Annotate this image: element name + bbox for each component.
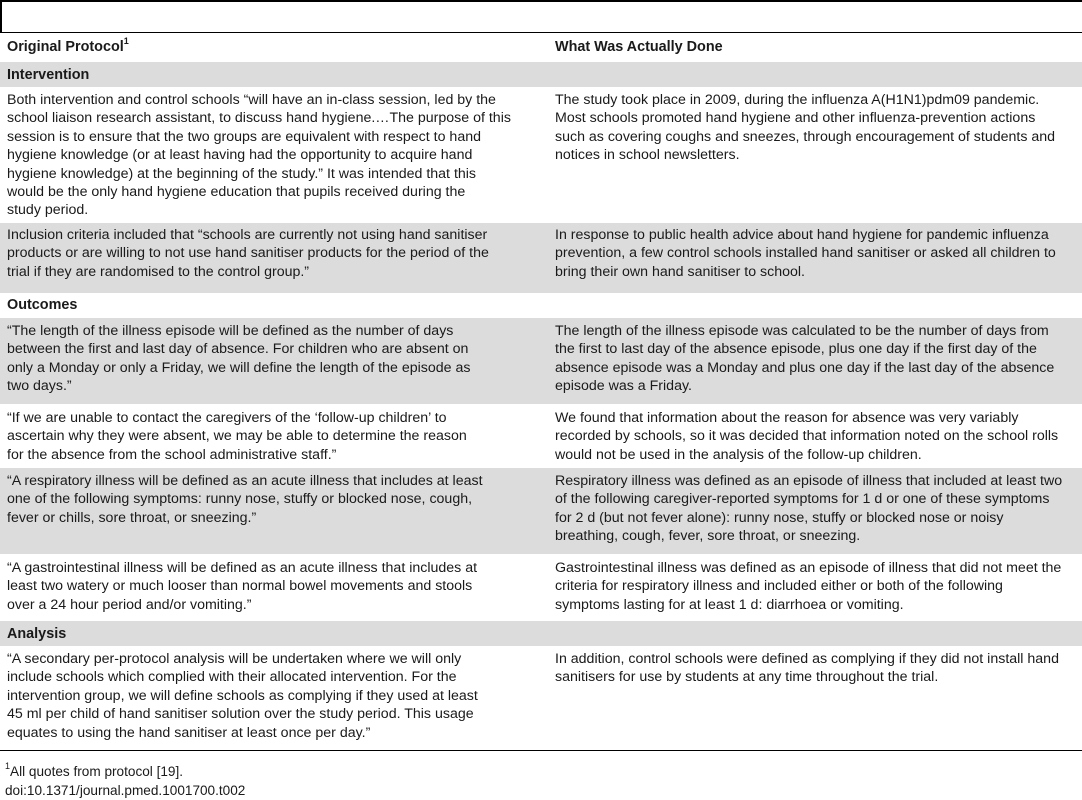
left-rule [0, 0, 2, 33]
actually-done-cell: Gastrointestinal illness was defined as an episode of illness that did not meet the criteria for respiratory illness and included either or both of the following symptoms lasting for at least 1 d: diarrhoea or vomiting. [555, 560, 1062, 613]
column-header-original-protocol-text: Original Protocol [7, 39, 124, 55]
footnote-marker: 1 [5, 761, 11, 772]
table-row [0, 646, 1082, 750]
column-header-original-protocol [7, 38, 537, 56]
top-rule [0, 0, 1082, 2]
original-protocol-cell: “A secondary per-protocol analysis will be undertaken where we will only include schools which complied with their allocated intervention. For the intervention group, we will define schools as complying if they used at least 45 ml per child of hand sanitiser solution over the study period. This usage equates to using the hand sanitiser at least once per day.” [7, 651, 478, 741]
original-protocol-cell: “A respiratory illness will be defined as an acute illness that includes at least one of the following symptoms: runny nose, stuffy or blocked nose, cough, fever or chills, sore throat, or sneezing.” [7, 473, 483, 526]
section-row-analysis [0, 621, 1082, 646]
section-label-analysis: Analysis [7, 626, 67, 642]
comparison-table [0, 33, 1082, 750]
actually-done-cell: The study took place in 2009, during the influenza A(H1N1)pdm09 pandemic. Most schools promoted hand hygiene and other influenza-prevention actions such as covering coughs and sneezes, through encouragement of students and notices in school newsletters. [555, 92, 1056, 164]
actually-done-cell: In addition, control schools were defined as complying if they did not install hand sanitisers for use by students at any time throughout the trial. [555, 651, 1059, 686]
table-row [0, 221, 1082, 293]
section-row-outcomes [0, 293, 1082, 318]
section-row-intervention [0, 62, 1082, 87]
original-protocol-cell: “If we are unable to contact the caregivers of the ‘follow-up children’ to ascertain why they were absent, we may be able to determine the reason for the absence from the school administrative staff.” [7, 410, 467, 463]
footnote [5, 763, 183, 781]
doi-text: doi:10.1371/journal.pmed.1001700.t002 [5, 783, 246, 798]
table-row [0, 554, 1082, 621]
bottom-rule [0, 750, 1082, 751]
footnote-marker: 1 [123, 36, 129, 47]
column-header-row [0, 33, 1082, 62]
original-protocol-cell: Both intervention and control schools “will have an in-class session, led by the school liaison research assistant, to discuss hand hygiene.…The purpose of this session is to ensure that the two groups are equivalent with respect to hand hygiene knowledge (or at least having had the opportunity to acquire hand hygiene knowledge) at the beginning of the study.” It was intended that this would be the only hand hygiene education that pupils received during the study period. [7, 92, 511, 219]
section-label-intervention: Intervention [7, 67, 90, 83]
table-row [0, 318, 1082, 404]
actually-done-cell: Respiratory illness was defined as an episode of illness that included at least two of the following caregiver-reported symptoms for 1 d or one of these symptoms for 2 d (but not fever alone): runny nose, stuffy or blocked nose or noisy breathing, cough, fever, sore throat, or sneezing. [555, 473, 1063, 545]
actually-done-cell: We found that information about the reason for absence was very variably recorded by schools, so it was decided that information noted on the school rolls would not be used in the analysis of the follow-up children. [555, 410, 1059, 463]
table-row [0, 404, 1082, 468]
footnote-text: All quotes from protocol [19]. [10, 764, 184, 779]
original-protocol-cell: “The length of the illness episode will be defined as the number of days between the first and last day of absence. For children who are absent on only a Monday or only a Friday, we will define the length of the episode as two days.” [7, 323, 471, 395]
section-label-outcomes: Outcomes [7, 297, 78, 313]
original-protocol-cell: “A gastrointestinal illness will be defined as an acute illness that includes at least two watery or much looser than normal bowel movements and stools over a 24 hour period and/or vomiting.” [7, 560, 478, 613]
column-header-what-was-done: What Was Actually Done [555, 39, 723, 55]
table-row [0, 468, 1082, 554]
actually-done-cell: The length of the illness episode was calculated to be the number of days from the first to last day of the absence episode, plus one day if the first day of the absence episode was a Monday and plus one day if the last day of the absence episode was a Friday. [555, 323, 1055, 395]
actually-done-cell: In response to public health advice about hand hygiene for pandemic influenza prevention, a few control schools installed hand sanitiser or asked all children to bring their own hand sanitiser to school. [555, 227, 1056, 280]
original-protocol-cell: Inclusion criteria included that “schools are currently not using hand sanitiser products or are willing to not use hand sanitiser products for the period of the trial if they are randomised to the control group.” [7, 227, 489, 280]
table-row [0, 87, 1082, 221]
